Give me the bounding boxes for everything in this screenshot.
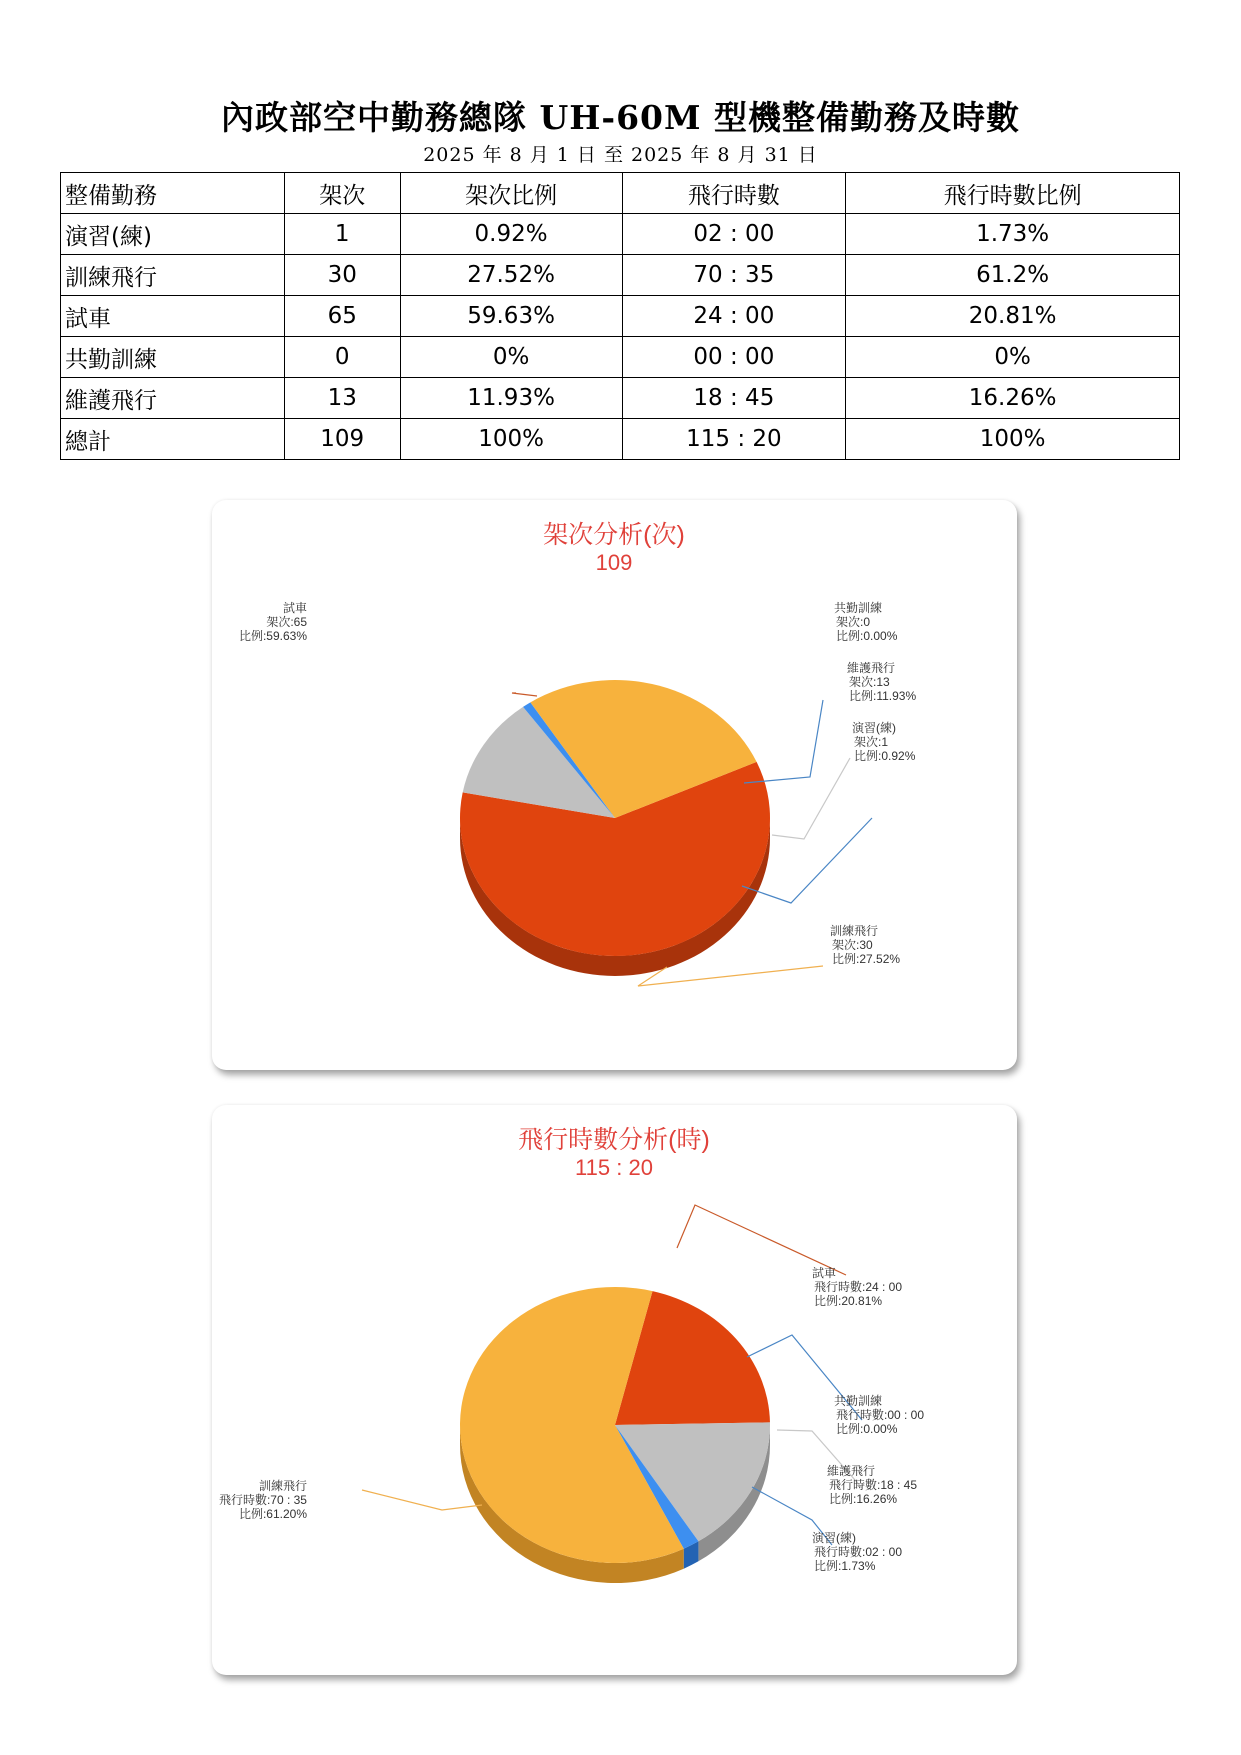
table-cell: 演習(練)	[61, 214, 285, 255]
pie-layer	[239, 600, 917, 986]
table-cell: 100%	[400, 419, 622, 460]
table-cell: 115 : 20	[622, 419, 846, 460]
table-cell: 59.63%	[400, 296, 622, 337]
table-cell: 30	[284, 255, 400, 296]
slice-label: 比例:61.20%	[238, 1507, 307, 1521]
slice-label: 比例:27.52%	[832, 952, 901, 966]
table-cell: 70 : 35	[622, 255, 846, 296]
slice-label: 飛行時數:24 : 00	[814, 1280, 903, 1294]
table-cell: 試車	[61, 296, 285, 337]
slice-label: 比例:20.81%	[814, 1294, 883, 1308]
table-cell: 00 : 00	[622, 337, 846, 378]
table-header-row	[61, 173, 1180, 214]
table-cell: 18 : 45	[622, 378, 846, 419]
leader-line	[362, 1490, 482, 1510]
slice-label: 比例:0.00%	[836, 629, 898, 643]
leader-line	[677, 1205, 846, 1275]
table-cell: 11.93%	[400, 378, 622, 419]
slice-label: 架次:30	[832, 938, 873, 952]
slice-label: 架次:65	[266, 615, 307, 629]
slice-label: 飛行時數:70 : 35	[218, 1493, 307, 1507]
slice-label: 飛行時數:00 : 00	[836, 1408, 925, 1422]
report-title: 內政部空中勤務總隊 UH-60M 型機整備勤務及時數	[220, 98, 1021, 137]
slice-label: 架次:1	[854, 735, 889, 749]
slice-label: 訓練飛行	[830, 924, 879, 938]
slice-label: 比例:11.93%	[849, 689, 917, 703]
slice-label: 訓練飛行	[258, 1479, 307, 1493]
slice-label: 飛行時數:02 : 00	[814, 1545, 903, 1559]
table-row	[61, 214, 1180, 255]
table-cell: 共勤訓練	[61, 337, 285, 378]
slice-label: 演習(練)	[812, 1531, 856, 1545]
slice-label: 飛行時數:18 : 45	[829, 1478, 918, 1492]
slice-label: 比例:1.73%	[814, 1559, 876, 1573]
table-cell: 總計	[61, 419, 285, 460]
chart-title: 飛行時數分析(時)	[518, 1126, 710, 1154]
leader-line	[638, 966, 823, 986]
summary-table	[60, 172, 1180, 460]
report-date-range: 2025 年 8 月 1 日 至 2025 年 8 月 31 日	[423, 144, 818, 166]
chart-total: 115 : 20	[575, 1155, 653, 1180]
hours-pie-chart	[212, 1105, 1017, 1675]
table-cell: 27.52%	[400, 255, 622, 296]
header-cell: 整備勤務	[61, 173, 285, 214]
table-cell: 0%	[400, 337, 622, 378]
slice-label: 試車	[282, 601, 307, 615]
table-cell: 109	[284, 419, 400, 460]
table-cell: 65	[284, 296, 400, 337]
table-cell: 1.73%	[846, 214, 1180, 255]
table-cell: 0.92%	[400, 214, 622, 255]
table-total-row	[61, 419, 1180, 460]
leader-line	[512, 693, 537, 696]
table-row	[61, 255, 1180, 296]
slice-label: 共勤訓練	[834, 601, 883, 615]
table-cell: 13	[284, 378, 400, 419]
pie-layer	[219, 1205, 924, 1583]
slice-label: 比例:16.26%	[829, 1492, 898, 1506]
sorties-chart-card	[212, 500, 1017, 1070]
header-cell: 架次比例	[400, 173, 622, 214]
chart-total: 109	[595, 550, 633, 575]
header-cell: 架次	[284, 173, 400, 214]
chart-title: 架次分析(次)	[543, 521, 685, 549]
sorties-pie-chart	[212, 500, 1017, 1070]
slice-label: 比例:0.92%	[854, 749, 916, 763]
header-cell: 飛行時數比例	[846, 173, 1180, 214]
table-cell: 24 : 00	[622, 296, 846, 337]
slice-label: 架次:13	[849, 675, 890, 689]
table-cell: 16.26%	[846, 378, 1180, 419]
slice-label: 共勤訓練	[834, 1394, 883, 1408]
table-cell: 1	[284, 214, 400, 255]
header-cell: 飛行時數	[622, 173, 846, 214]
slice-label: 比例:0.00%	[836, 1422, 898, 1436]
table-cell: 61.2%	[846, 255, 1180, 296]
slice-label: 比例:59.63%	[238, 629, 307, 643]
slice-label: 演習(練)	[852, 721, 896, 735]
slice-label: 維護飛行	[827, 1464, 876, 1478]
table-cell: 訓練飛行	[61, 255, 285, 296]
table-cell: 100%	[846, 419, 1180, 460]
hours-chart-card	[212, 1105, 1017, 1675]
table-row	[61, 378, 1180, 419]
table-cell: 0%	[846, 337, 1180, 378]
table-cell: 02 : 00	[622, 214, 846, 255]
table-row	[61, 296, 1180, 337]
table-cell: 0	[284, 337, 400, 378]
table-cell: 維護飛行	[61, 378, 285, 419]
table-row	[61, 337, 1180, 378]
table-cell: 20.81%	[846, 296, 1180, 337]
slice-label: 試車	[812, 1266, 837, 1280]
slice-label: 維護飛行	[847, 661, 896, 675]
slice-label: 架次:0	[836, 615, 871, 629]
